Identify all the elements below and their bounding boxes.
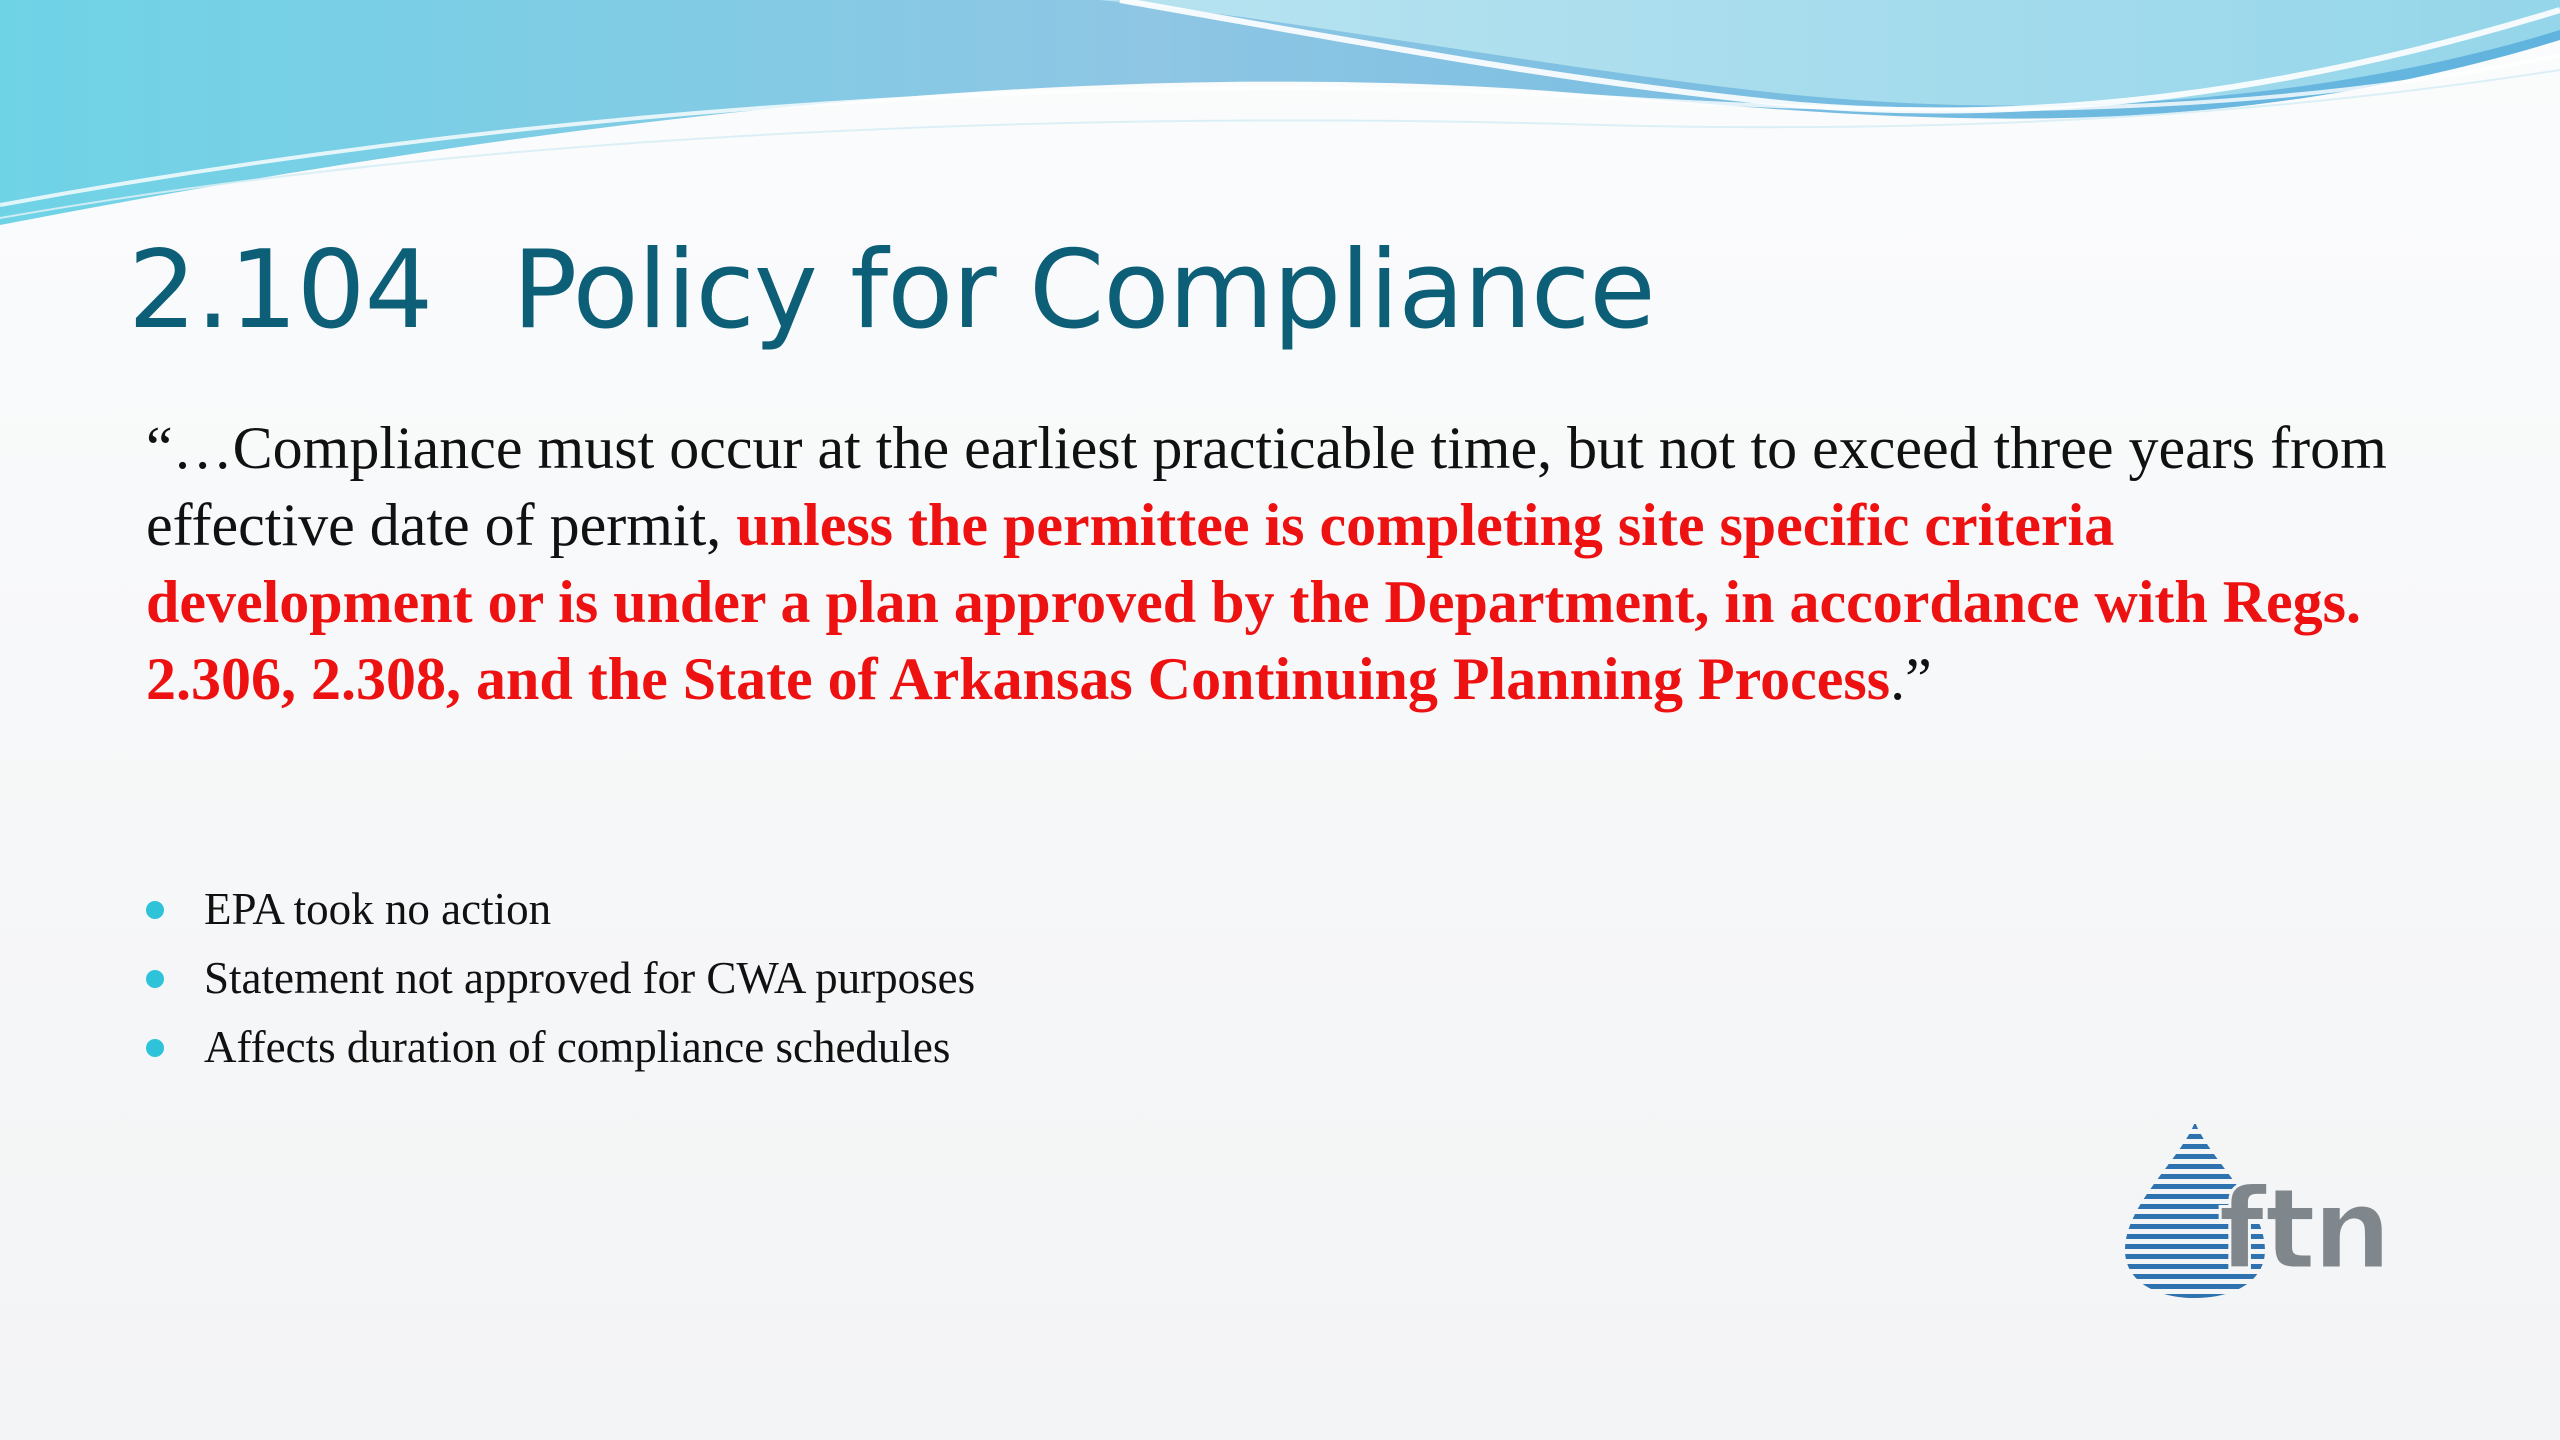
quote-closing: .” (1890, 646, 1932, 712)
bullet-text: EPA took no action (204, 884, 552, 934)
list-item (146, 875, 975, 944)
bullet-icon (146, 901, 164, 919)
page-title (128, 228, 1655, 353)
logo-text: ftn (2218, 1165, 2388, 1295)
bullet-text: Affects duration of compliance schedules (204, 1022, 951, 1072)
bullet-list (146, 875, 975, 1082)
quote-plain-text: “…Compliance must occur at the earliest practicable time, but not to exceed three years from effective date of permit, (146, 415, 2387, 558)
bullet-icon (146, 970, 164, 988)
list-item (146, 944, 975, 1013)
quote-emphasis-text: unless the permittee is completing site specific criteria development or is under a plan approved by the Department, in accordance with Regs. 2.306, 2.308, and the State of Arkansas Continuing Planning Process (146, 492, 2362, 712)
ftn-logo (2100, 1110, 2430, 1310)
list-item (146, 1013, 975, 1082)
bullet-text: Statement not approved for CWA purposes (204, 953, 976, 1003)
header-wave-decoration (0, 0, 2560, 260)
policy-quote (146, 410, 2416, 718)
title-text: Policy for Compliance (512, 228, 1655, 353)
bullet-icon (146, 1039, 164, 1057)
title-number: 2.104 (128, 228, 433, 353)
